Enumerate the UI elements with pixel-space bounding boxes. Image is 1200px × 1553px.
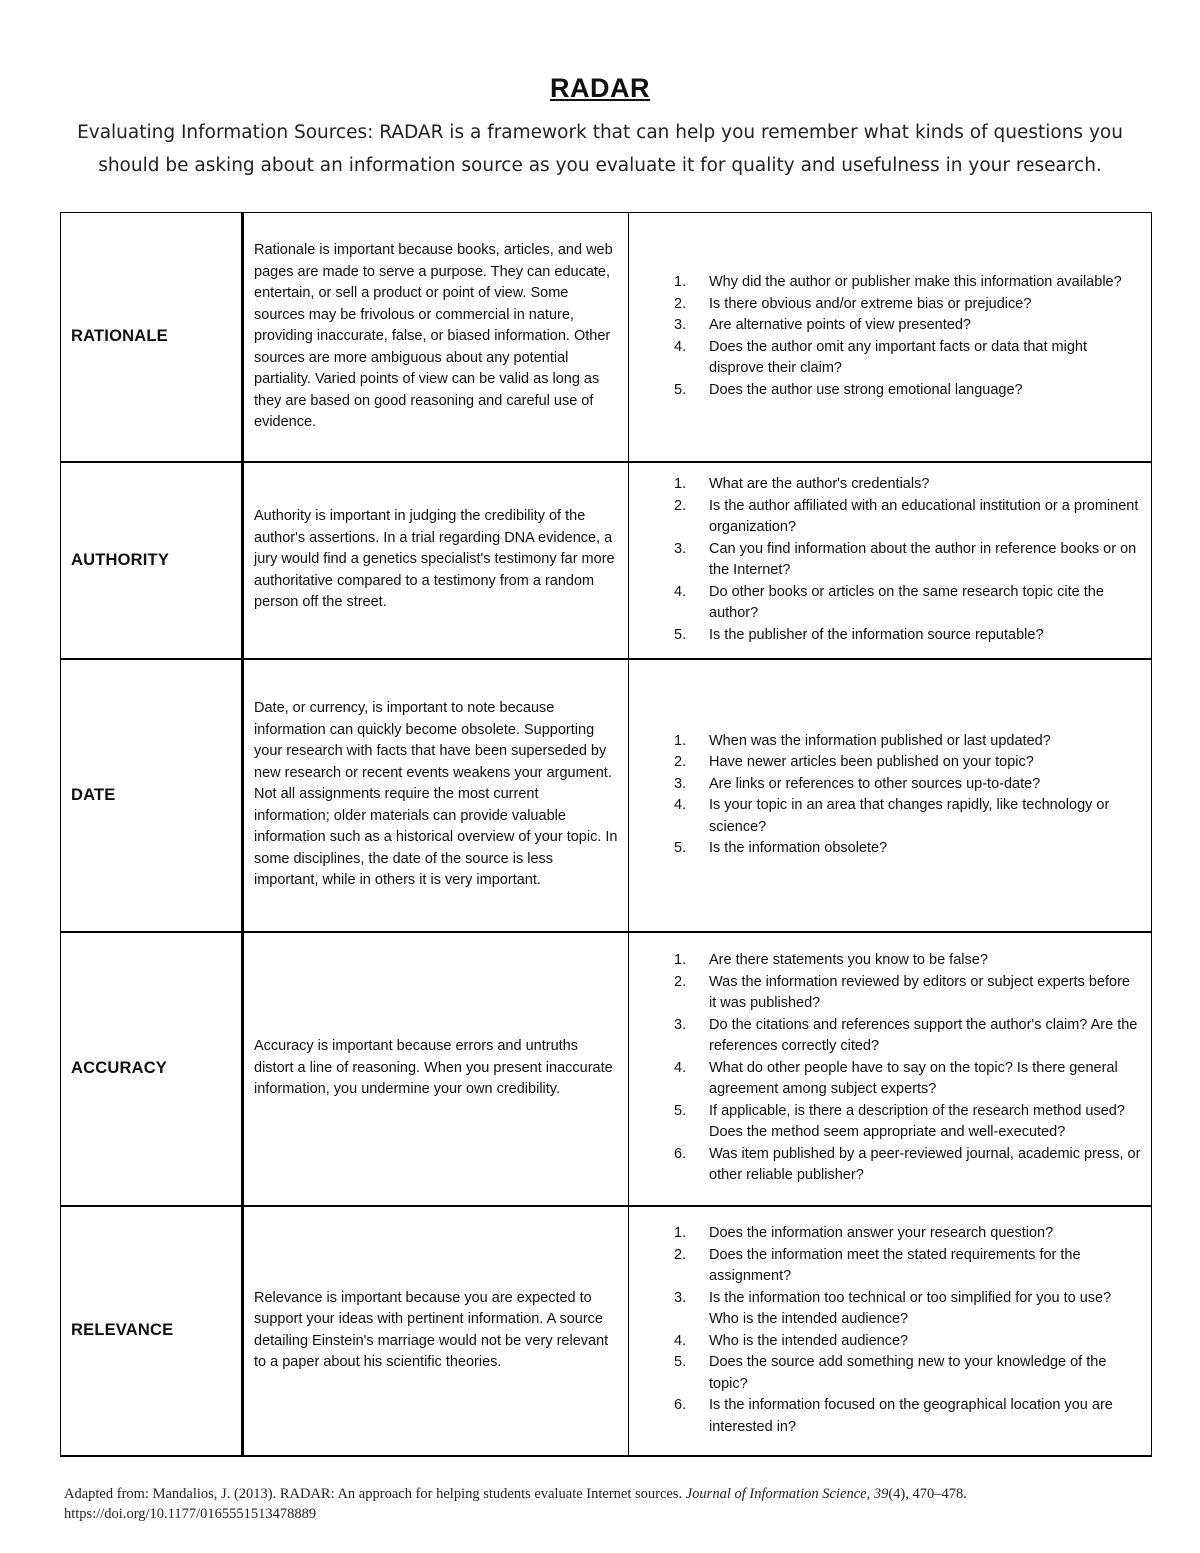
row-label: RELEVANCE bbox=[61, 1206, 243, 1456]
question-text: Does the information answer your research question? bbox=[709, 1225, 1054, 1241]
question-item bbox=[649, 972, 1141, 1015]
row-questions bbox=[629, 462, 1152, 659]
question-list bbox=[649, 950, 1141, 1187]
row-label: ACCURACY bbox=[61, 932, 243, 1206]
question-number: 3. bbox=[674, 775, 687, 792]
question-item bbox=[649, 1245, 1141, 1288]
question-text: Was the information reviewed by editors or subject experts before it was published? bbox=[709, 973, 1130, 1012]
question-item bbox=[649, 539, 1141, 582]
question-item bbox=[649, 1058, 1141, 1101]
question-number: 6. bbox=[674, 1145, 687, 1162]
question-item bbox=[649, 272, 1141, 294]
radar-row-relevance bbox=[61, 1206, 1152, 1456]
row-description: Relevance is important because you are expected to support your ideas with pertinent information. A source detailing Einstein's marriage would not be very relevant to a paper about his scientific theories. bbox=[243, 1206, 629, 1456]
question-text: Is the information too technical or too simplified for you to use? Who is the intended audience? bbox=[709, 1289, 1112, 1327]
question-number: 4. bbox=[674, 797, 687, 813]
question-number: 2. bbox=[674, 295, 687, 312]
row-questions bbox=[629, 932, 1152, 1206]
question-item bbox=[649, 1015, 1141, 1058]
question-number: 6. bbox=[674, 1397, 687, 1413]
question-text: Is there obvious and/or extreme bias or prejudice? bbox=[709, 295, 1032, 312]
row-label: AUTHORITY bbox=[61, 462, 243, 659]
radar-table bbox=[60, 212, 1152, 1457]
citation-doi-link[interactable]: https://doi.org/10.1177/0165551513478889 bbox=[64, 1506, 317, 1522]
question-number: 3. bbox=[674, 540, 687, 557]
question-item bbox=[649, 1395, 1141, 1438]
radar-row-authority bbox=[61, 462, 1152, 659]
question-number: 1. bbox=[674, 274, 687, 291]
question-item bbox=[649, 1288, 1141, 1331]
citation-issue: (4), 470–478. bbox=[888, 1486, 967, 1502]
question-number: 1. bbox=[674, 952, 687, 969]
question-text: Why did the author or publisher make this information available? bbox=[709, 274, 1122, 291]
question-number: 5. bbox=[674, 1354, 687, 1370]
question-item bbox=[649, 474, 1141, 496]
question-item bbox=[649, 1352, 1141, 1395]
row-label: RATIONALE bbox=[61, 213, 243, 462]
question-text: Does the information meet the stated requirements for the assignment? bbox=[709, 1246, 1081, 1284]
question-number: 5. bbox=[674, 1102, 687, 1119]
question-item bbox=[649, 582, 1141, 625]
question-text: Does the source add something new to your knowledge of the topic? bbox=[709, 1354, 1107, 1392]
page-subtitle: Evaluating Information Sources: RADAR is a framework that can help you remember what kinds of questions you should be asking about an information source as you evaluate it for quality and usefulness in your research. bbox=[77, 122, 1123, 176]
row-description: Date, or currency, is important to note because information can quickly become obsolete. Supporting your research with facts that have been superseded by new research or recent events weakens your argument. Not all assignments require the most current information; older materials can provide valuable information such as a historical overview of your topic. In some disciplines, the date of the source is less important, while in others it is very important. bbox=[243, 659, 629, 932]
question-list bbox=[649, 1223, 1141, 1438]
question-item bbox=[649, 774, 1141, 796]
citation-footer bbox=[64, 1484, 1164, 1524]
question-text: Is the information focused on the geographical location you are interested in? bbox=[709, 1397, 1113, 1435]
question-item bbox=[649, 294, 1141, 316]
question-number: 2. bbox=[674, 497, 687, 514]
question-number: 2. bbox=[674, 754, 687, 770]
question-number: 2. bbox=[674, 1246, 687, 1263]
question-text: Is the publisher of the information source reputable? bbox=[709, 626, 1044, 643]
question-number: 4. bbox=[674, 583, 687, 600]
row-questions bbox=[629, 213, 1152, 462]
question-number: 5. bbox=[674, 840, 687, 856]
question-text: Does the author omit any important facts or data that might disprove their claim? bbox=[709, 338, 1087, 377]
question-text: Who is the intended audience? bbox=[709, 1332, 909, 1349]
question-list bbox=[649, 474, 1141, 646]
question-text: Is the information obsolete? bbox=[709, 840, 888, 856]
question-text: Have newer articles been published on your topic? bbox=[709, 754, 1034, 770]
citation-journal: Journal of Information Science bbox=[685, 1486, 867, 1502]
question-item bbox=[649, 795, 1141, 838]
question-item bbox=[649, 1101, 1141, 1144]
row-questions bbox=[629, 659, 1152, 932]
question-text: Are alternative points of view presented? bbox=[709, 317, 971, 334]
question-item bbox=[649, 380, 1141, 402]
radar-row-rationale bbox=[61, 213, 1152, 462]
question-text: Do the citations and references support the author's claim? Are the references correctly cited? bbox=[709, 1016, 1138, 1055]
question-item bbox=[649, 315, 1141, 337]
question-text: Does the author use strong emotional language? bbox=[709, 381, 1023, 398]
row-questions bbox=[629, 1206, 1152, 1456]
question-number: 1. bbox=[674, 476, 687, 492]
question-number: 5. bbox=[674, 381, 687, 398]
question-number: 4. bbox=[674, 1059, 687, 1076]
question-item bbox=[649, 625, 1141, 647]
question-number: 1. bbox=[674, 1225, 687, 1241]
radar-row-date bbox=[61, 659, 1152, 932]
question-item bbox=[649, 950, 1141, 972]
question-text: Is your topic in an area that changes rapidly, like technology or science? bbox=[709, 797, 1110, 835]
row-description: Accuracy is important because errors and untruths distort a line of reasoning. When you present inaccurate information, you undermine your own credibility. bbox=[243, 932, 629, 1206]
question-text: If applicable, is there a description of the research method used? Does the method seem appropriate and well-executed? bbox=[709, 1102, 1125, 1141]
question-number: 3. bbox=[674, 1016, 687, 1033]
question-number: 1. bbox=[674, 732, 687, 749]
question-text: Was item published by a peer-reviewed journal, academic press, or other reliable publisher? bbox=[709, 1145, 1141, 1184]
question-text: Are there statements you know to be false? bbox=[709, 952, 988, 969]
citation-volume: , 39 bbox=[866, 1486, 889, 1502]
question-text: When was the information published or last updated? bbox=[709, 732, 1051, 749]
citation-prefix: Adapted from: Mandalios, J. (2013). RADAR: An approach for helping students evaluate Internet sources. bbox=[64, 1486, 686, 1502]
radar-row-accuracy bbox=[61, 932, 1152, 1206]
question-number: 4. bbox=[674, 338, 687, 355]
question-text: What are the author's credentials? bbox=[709, 476, 930, 492]
question-text: Is the author affiliated with an educational institution or a prominent organization? bbox=[709, 497, 1139, 535]
question-item bbox=[649, 1223, 1141, 1245]
question-number: 2. bbox=[674, 973, 687, 990]
radar-table-body bbox=[61, 213, 1152, 1456]
row-description: Rationale is important because books, articles, and web pages are made to serve a purpose. They can educate, entertain, or sell a product or point of view. Some sources may be frivolous or commercial in nature, providing inaccurate, false, or biased information. Other sources are more ambiguous about any potential partiality. Varied points of view can be valid as long as they are based on good reasoning and careful use of evidence. bbox=[243, 213, 629, 462]
question-item bbox=[649, 752, 1141, 774]
question-text: What do other people have to say on the topic? Is there general agreement among subject experts? bbox=[709, 1059, 1118, 1098]
row-description: Authority is important in judging the credibility of the author's assertions. In a trial regarding DNA evidence, a jury would find a genetics specialist's testimony far more authoritative compared to a testimony from a random person off the street. bbox=[243, 462, 629, 659]
question-item bbox=[649, 1144, 1141, 1187]
question-text: Can you find information about the author in reference books or on the Internet? bbox=[709, 540, 1137, 578]
question-text: Are links or references to other sources up-to-date? bbox=[709, 775, 1041, 792]
page-title: RADAR bbox=[550, 73, 650, 103]
question-number: 3. bbox=[674, 1289, 687, 1306]
question-number: 3. bbox=[674, 317, 687, 334]
question-item bbox=[649, 838, 1141, 860]
question-item bbox=[649, 337, 1141, 380]
question-item bbox=[649, 496, 1141, 539]
question-number: 5. bbox=[674, 626, 687, 643]
question-number: 4. bbox=[674, 1332, 687, 1349]
question-list bbox=[649, 272, 1141, 401]
question-item bbox=[649, 731, 1141, 753]
row-label: DATE bbox=[61, 659, 243, 932]
question-item bbox=[649, 1331, 1141, 1353]
question-text: Do other books or articles on the same research topic cite the author? bbox=[709, 583, 1104, 621]
question-list bbox=[649, 731, 1141, 860]
